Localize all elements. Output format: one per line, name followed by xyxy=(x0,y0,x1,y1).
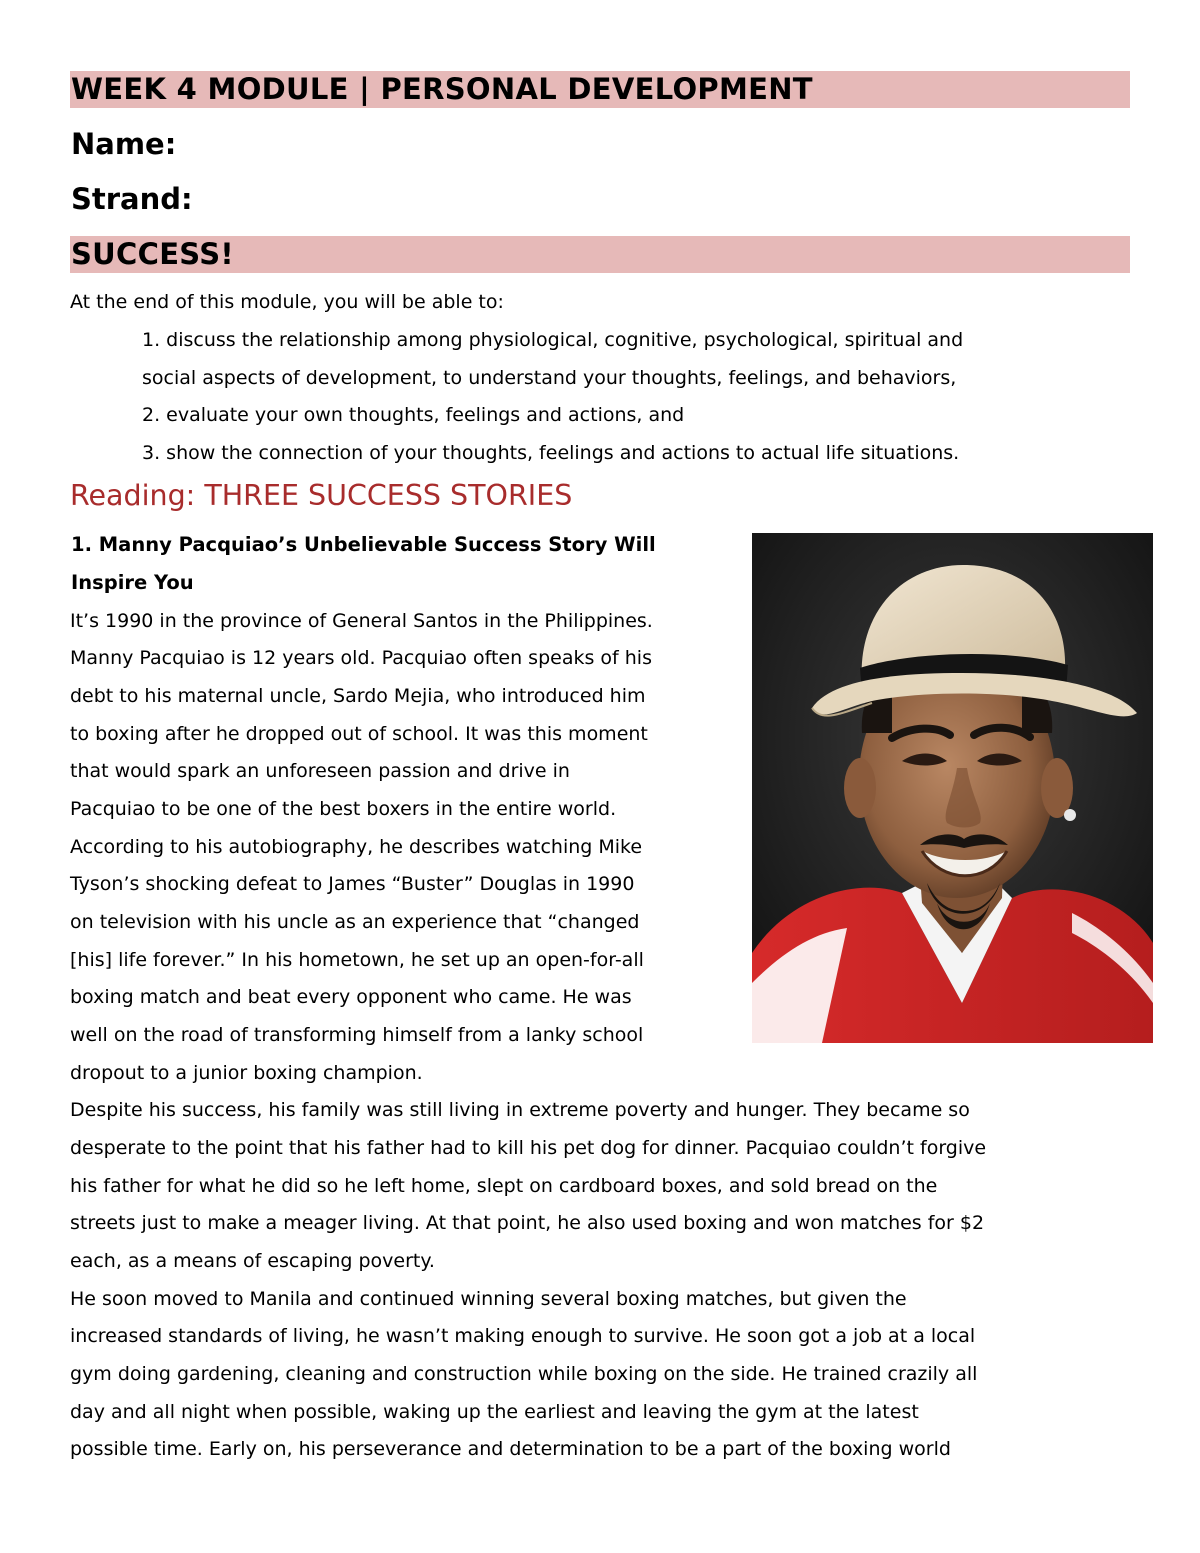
body-line: his father for what he did so he left home, slept on cardboard boxes, and sold bread on the xyxy=(70,1175,938,1197)
portrait-illustration xyxy=(752,533,1153,1043)
body-line: to boxing after he dropped out of school. It was this moment xyxy=(70,723,648,745)
body-line: [his] life forever.” In his hometown, he set up an open-for-all xyxy=(70,949,644,971)
objective-line: 2. evaluate your own thoughts, feelings and actions, and xyxy=(142,404,685,426)
body-line: that would spark an unforeseen passion and drive in xyxy=(70,760,570,782)
body-line: day and all night when possible, waking up the earliest and leaving the gym at the latest xyxy=(70,1401,919,1423)
module-title: WEEK 4 MODULE | PERSONAL DEVELOPMENT xyxy=(71,72,813,106)
body-line: gym doing gardening, cleaning and construction while boxing on the side. He trained crazily all xyxy=(70,1363,978,1385)
objective-line: 3. show the connection of your thoughts, feelings and actions to actual life situations. xyxy=(142,442,960,464)
body-line: boxing match and beat every opponent who came. He was xyxy=(70,986,632,1008)
reading-title: Reading: THREE SUCCESS STORIES xyxy=(70,479,573,512)
objective-line: 1. discuss the relationship among physiological, cognitive, psychological, spiritual and xyxy=(142,329,964,351)
body-line: desperate to the point that his father had to kill his pet dog for dinner. Pacquiao couldn’t forgive xyxy=(70,1137,987,1159)
objectives-intro: At the end of this module, you will be able to: xyxy=(70,291,504,313)
story-heading-line: 1. Manny Pacquiao’s Unbelievable Success Story Will xyxy=(71,533,656,556)
body-line: well on the road of transforming himself from a lanky school xyxy=(70,1024,644,1046)
body-line: possible time. Early on, his perseverance and determination to be a part of the boxing world xyxy=(70,1438,951,1460)
name-label: Name: xyxy=(71,127,177,161)
body-line: According to his autobiography, he describes watching Mike xyxy=(70,836,643,858)
story-heading-line: Inspire You xyxy=(71,571,194,594)
body-line: It’s 1990 in the province of General Santos in the Philippines. xyxy=(70,610,653,632)
body-line: increased standards of living, he wasn’t making enough to survive. He soon got a job at a local xyxy=(70,1325,976,1347)
body-line: dropout to a junior boxing champion. xyxy=(70,1062,423,1084)
strand-label: Strand: xyxy=(71,182,193,216)
section-title: SUCCESS! xyxy=(71,237,234,271)
body-line: on television with his uncle as an experience that “changed xyxy=(70,911,640,933)
portrait-photo xyxy=(752,533,1153,1043)
body-line: debt to his maternal uncle, Sardo Mejia, who introduced him xyxy=(70,685,646,707)
objective-line: social aspects of development, to understand your thoughts, feelings, and behaviors, xyxy=(142,367,957,389)
body-line: Despite his success, his family was still living in extreme poverty and hunger. They became so xyxy=(70,1099,970,1121)
body-line: each, as a means of escaping poverty. xyxy=(70,1250,435,1272)
body-line: Tyson’s shocking defeat to James “Buster” Douglas in 1990 xyxy=(70,873,635,895)
body-line: Pacquiao to be one of the best boxers in the entire world. xyxy=(70,798,617,820)
body-line: He soon moved to Manila and continued winning several boxing matches, but given the xyxy=(70,1288,907,1310)
body-line: streets just to make a meager living. At that point, he also used boxing and won matches for $2 xyxy=(70,1212,985,1234)
body-line: Manny Pacquiao is 12 years old. Pacquiao often speaks of his xyxy=(70,647,652,669)
